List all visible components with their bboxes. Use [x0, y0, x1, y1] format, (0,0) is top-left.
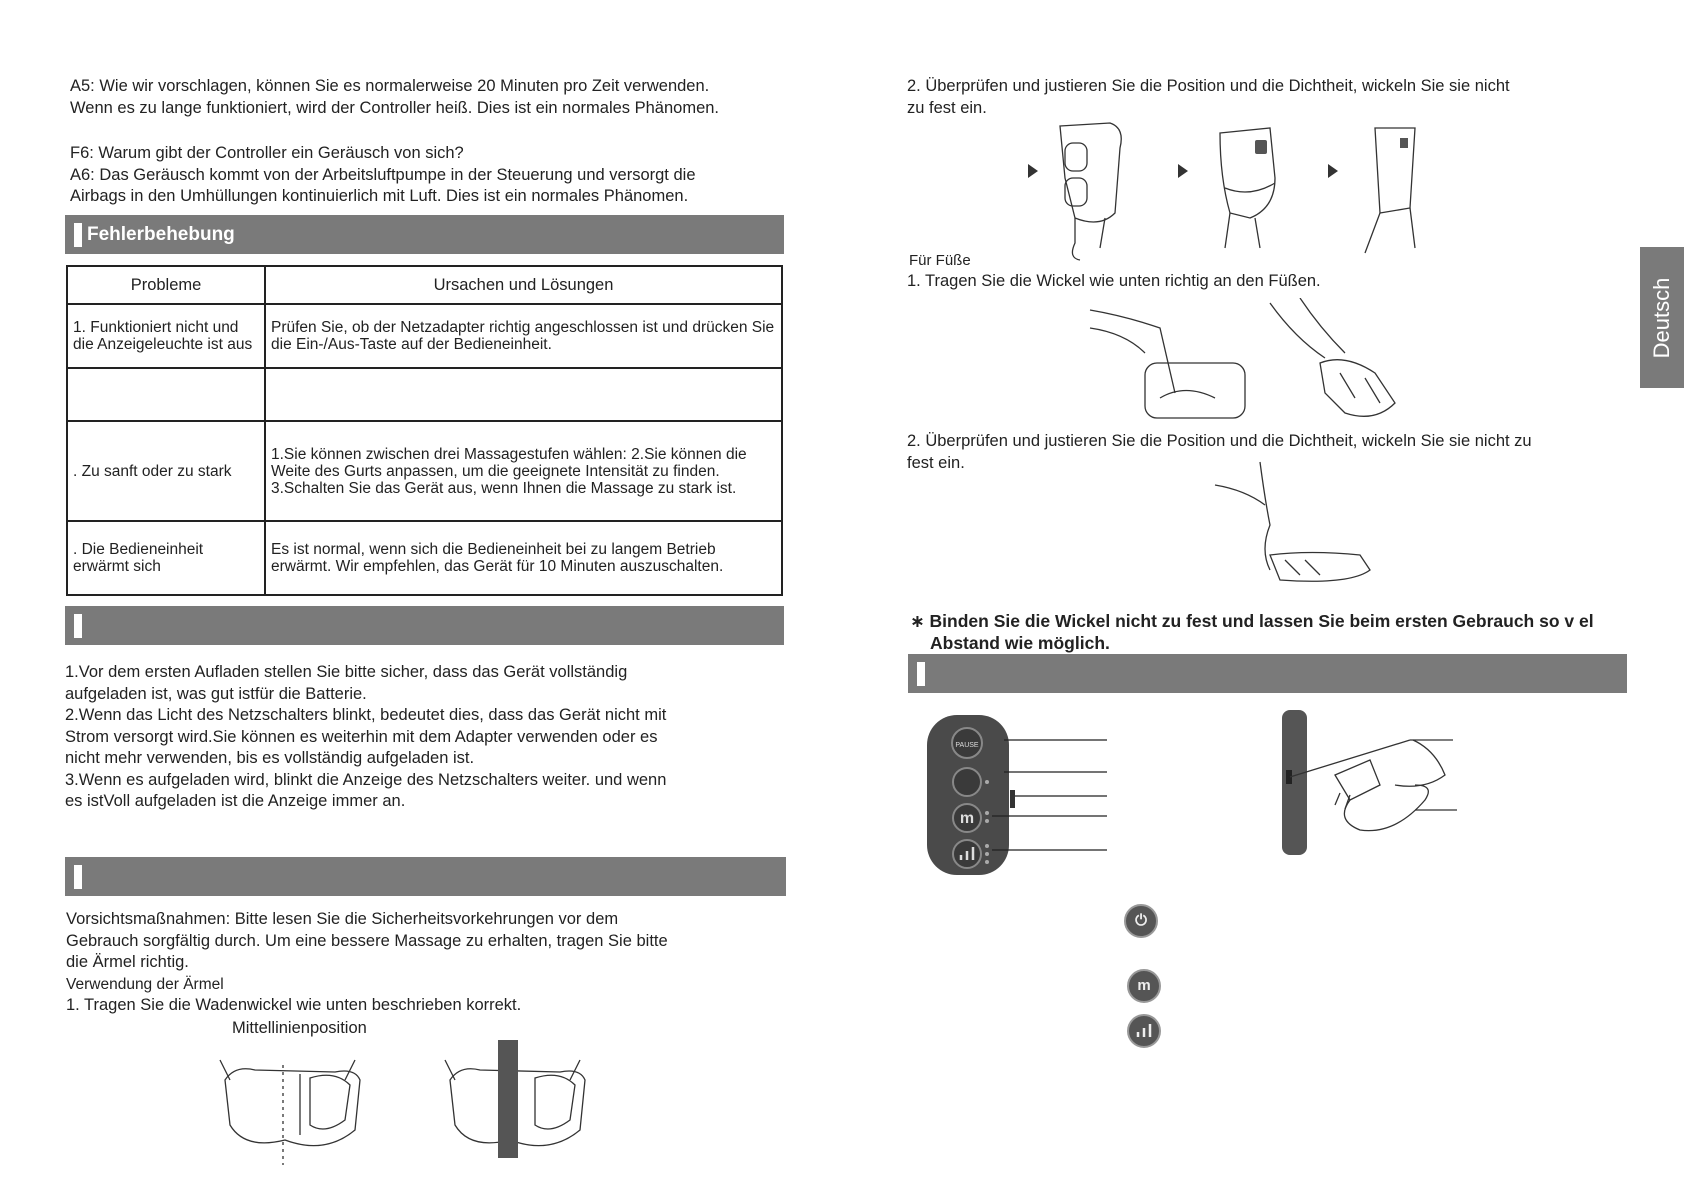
feet-step2-line2: fest ein.: [907, 453, 965, 472]
faq-a6-line2: Airbags in den Umhüllungen kontinuierlich mit Luft. Dies ist ein normales Phänomen.: [70, 187, 689, 205]
solution-cell: Prüfen Sie, ob der Netzadapter richtig angeschlossen ist und drücken Sie die Ein-/Aus-Taste auf der Bedieneinheit.: [265, 304, 782, 368]
charging-line: 1.Vor dem ersten Aufladen stellen Sie bitte sicher, dass das Gerät vollständig: [65, 663, 628, 681]
precautions-line: Vorsichtsmaßnahmen: Bitte lesen Sie die Sicherheitsvorkehrungen vor dem: [66, 910, 619, 928]
faq-a5: [70, 76, 719, 119]
controller-illustration: [922, 710, 1122, 880]
calf-step2: [907, 76, 1510, 119]
foot-wrap-illustration: [1085, 298, 1415, 426]
col-problems: Probleme: [67, 266, 265, 304]
faq-a5-line2: Wenn es zu lange funktioniert, wird der Controller heiß. Dies ist ein normales Phänomen.: [70, 98, 720, 117]
table-row: [67, 368, 782, 421]
charging-line: nicht mehr verwenden, bis es vollständig aufgeladen ist.: [65, 749, 475, 767]
feet-step1: 1. Tragen Sie die Wickel wie unten richtig an den Füßen.: [907, 272, 1321, 290]
problem-cell: 1. Funktioniert nicht und die Anzeigeleuchte ist aus: [67, 304, 265, 368]
troubleshooting-table: [66, 265, 783, 596]
faq-a6-line1: A6: Das Geräusch kommt von der Arbeitsluftpumpe in der Steuerung und versorgt die: [70, 165, 696, 184]
adapter-illustration: [1275, 705, 1465, 855]
problem-cell: . Die Bedieneinheit erwärmt sich: [67, 521, 265, 595]
solution-cell: 1.Sie können zwischen drei Massagestufen wählen: 2.Sie können die Weite des Gurts anpassen, um die geeignete Intensität zu finden. 3.Schalten Sie das Gerät aus, wenn Ihnen die Massage zu stark ist.: [265, 421, 782, 521]
solution-cell: [265, 368, 782, 421]
charging-line: 2.Wenn das Licht des Netzschalters blinkt, bedeutet dies, dass das Gerät nicht mit: [65, 706, 667, 724]
language-side-tab: [1640, 247, 1684, 388]
controller-header: [908, 654, 1627, 693]
foot-wrap-side-illustration: [1210, 460, 1380, 590]
precautions-line: Gebrauch sorgfältig durch. Um eine bessere Massage zu erhalten, tragen Sie bitte: [66, 931, 668, 950]
calf-wrap-illustration: [215, 1040, 595, 1165]
calf-wrapping-sequence: [1020, 118, 1440, 266]
troubleshooting-title: Fehlerbehebung: [87, 224, 235, 245]
power-button: [953, 768, 981, 796]
faq-f6-line: F6: Warum gibt der Controller ein Geräusch von sich?: [70, 144, 464, 162]
problem-cell: . Zu sanft oder zu stark: [67, 421, 265, 521]
charging-instructions: [65, 662, 666, 813]
calf-step1: 1. Tragen Sie die Wadenwickel wie unten beschrieben korrekt.: [66, 996, 522, 1014]
section-marker: [74, 614, 82, 638]
midline-label: Mittellinienposition: [232, 1019, 367, 1037]
charging-line: es istVoll aufgeladen ist die Anzeige immer an.: [65, 792, 406, 810]
section-marker: [74, 865, 82, 889]
power-icon: ⏻: [1124, 904, 1158, 938]
charging-line: Strom versorgt wird.Sie können es weiterhin mit dem Adapter verwenden oder es: [65, 727, 658, 746]
svg-text:m: m: [959, 810, 975, 827]
table-row: [67, 304, 782, 368]
pause-button-label: PAUSE: [955, 742, 979, 749]
precautions: [66, 909, 668, 1017]
table-row: [67, 421, 782, 521]
charging-header: [65, 606, 784, 645]
section-marker: [917, 662, 925, 686]
table-row: [67, 521, 782, 595]
calf-step2-line1: 2. Überprüfen und justieren Sie die Position und die Dichtheit, wickeln Sie sie nicht: [907, 77, 1510, 95]
table-header-row: [67, 266, 782, 304]
troubleshooting-header: [65, 215, 784, 254]
faq-a5-line1: A5: Wie wir vorschlagen, können Sie es normalerweise 20 Minuten pro Zeit verwenden.: [70, 77, 710, 95]
charging-line: 3.Wenn es aufgeladen wird, blinkt die Anzeige des Netzschalters weiter. und wenn: [65, 770, 667, 789]
col-causes: Ursachen und Lösungen: [265, 266, 782, 304]
problem-cell: [67, 368, 265, 421]
feet-heading: Für Füße: [909, 252, 971, 269]
intensity-icon: [1127, 1014, 1161, 1048]
sleeve-usage-heading: Verwendung der Ärmel: [66, 975, 224, 993]
mode-m-icon: m: [1127, 969, 1161, 1003]
tightness-warning: [910, 610, 1594, 654]
precautions-line: die Ärmel richtig.: [66, 953, 189, 971]
feet-step2-line1: 2. Überprüfen und justieren Sie die Position und die Dichtheit, wickeln Sie sie nicht zu: [907, 432, 1532, 450]
warning-line2: Abstand wie möglich.: [930, 633, 1110, 653]
solution-cell: Es ist normal, wenn sich die Bedieneinheit bei zu langem Betrieb erwärmt. Wir empfehlen, das Gerät für 10 Minuten auszuschalten.: [265, 521, 782, 595]
language-tab-label: Deutsch: [1649, 277, 1674, 358]
calf-step2-line2: zu fest ein.: [907, 98, 987, 117]
charging-line: aufgeladen ist, was gut istfür die Batterie.: [65, 684, 367, 703]
usage-header: [65, 857, 786, 896]
section-marker: [74, 223, 82, 247]
warning-line1: ∗ Binden Sie die Wickel nicht zu fest und lassen Sie beim ersten Gebrauch so v el: [910, 611, 1594, 631]
faq-q6: [70, 143, 696, 208]
